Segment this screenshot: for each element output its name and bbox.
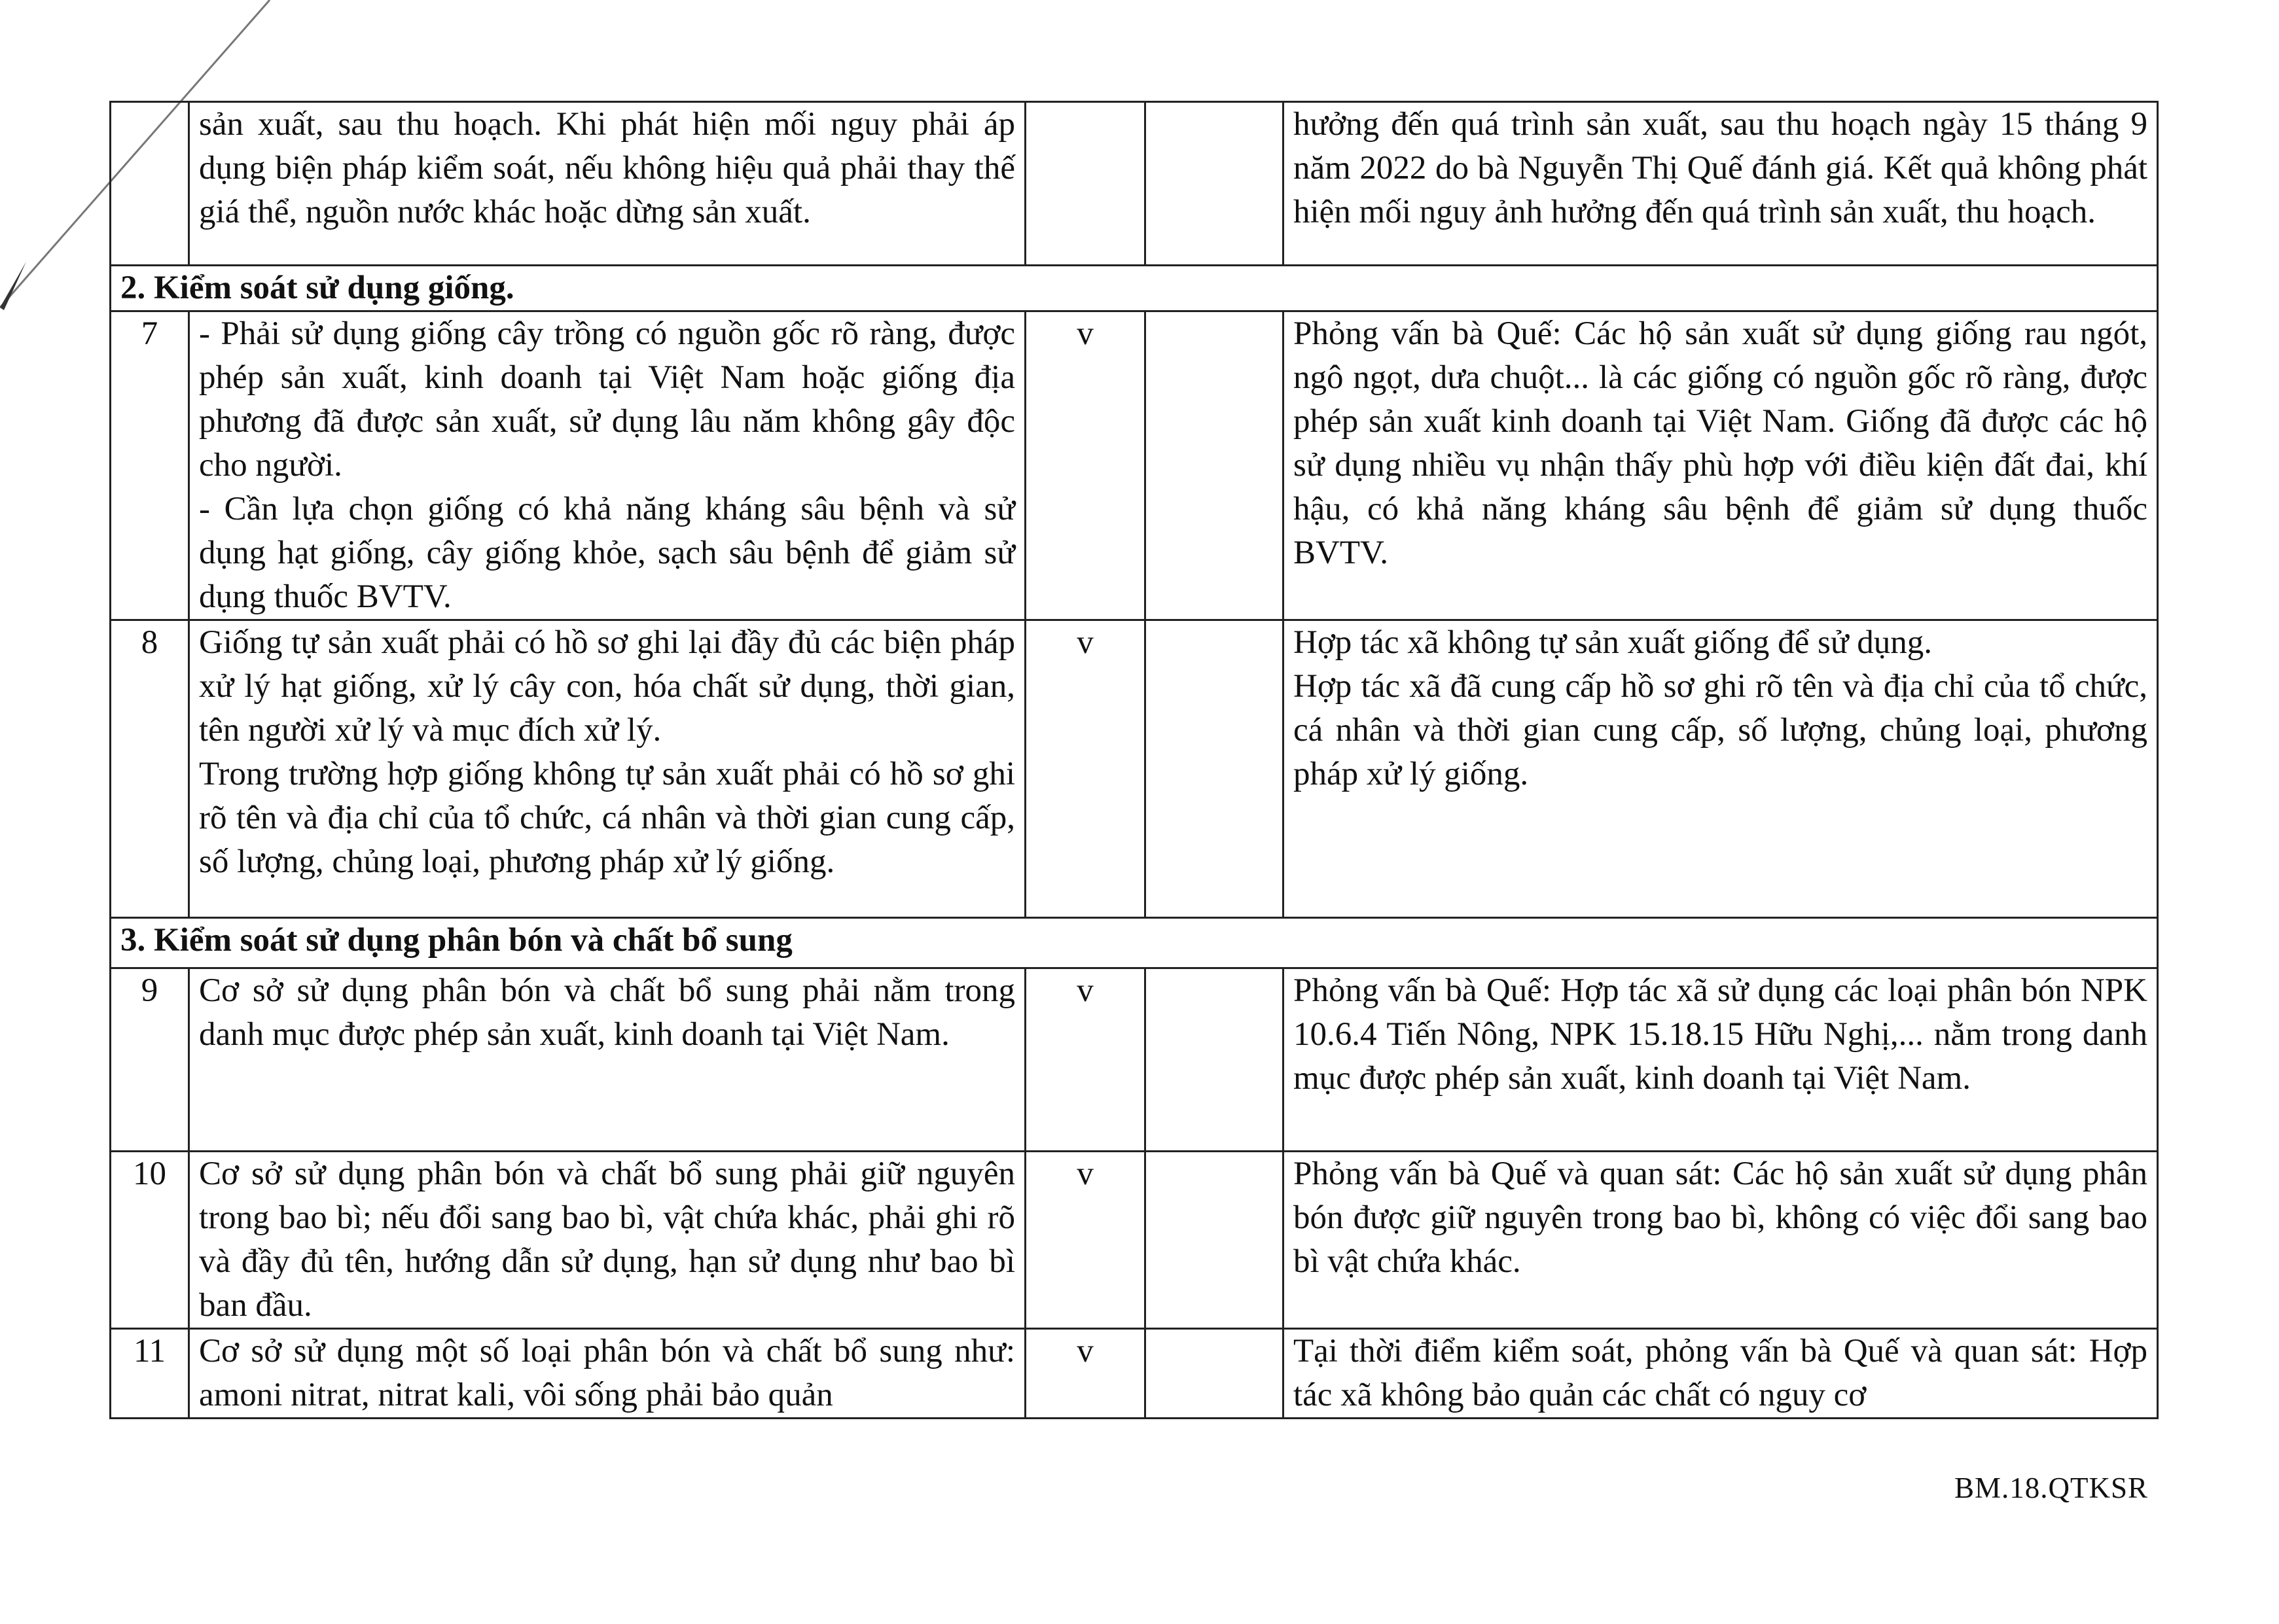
requirement-cell: [189, 620, 1026, 918]
table-row: [111, 102, 2158, 266]
assessment-text: Hợp tác xã không tự sản xuất giống để sử dụng.: [1293, 624, 1933, 661]
requirement-text: Cơ sở sử dụng phân bón và chất bổ sung phải nằm trong danh mục được phép sản xuất, kinh doanh tại Việt Nam.: [199, 972, 1015, 1053]
table-row: [111, 620, 2158, 918]
noncompliance-cell: [1145, 968, 1283, 1152]
table-row: [111, 311, 2158, 620]
requirement-text: - Phải sử dụng giống cây trồng có nguồn gốc rõ ràng, được phép sản xuất, kinh doanh tại Việt Nam hoặc giống địa phương đã được sản xuất, sử dụng lâu năm không gây độc cho người.: [199, 315, 1015, 484]
requirement-cell: [189, 968, 1026, 1152]
row-number: 7: [111, 311, 189, 620]
table-row: [111, 1152, 2158, 1329]
compliance-mark: [1026, 102, 1145, 266]
compliance-mark: v: [1026, 1329, 1145, 1419]
requirement-text: Trong trường hợp giống không tự sản xuất phải có hồ sơ ghi rõ tên và địa chỉ của tổ chức, cá nhân và thời gian cung cấp, số lượng, chủng loại, phương pháp xử lý giống.: [199, 756, 1015, 880]
requirement-text: Giống tự sản xuất phải có hồ sơ ghi lại đầy đủ các biện pháp xử lý hạt giống, xử lý cây con, hóa chất sử dụng, thời gian, tên người xử lý và mục đích xử lý.: [199, 624, 1015, 749]
assessment-text: Phỏng vấn bà Quế: Hợp tác xã sử dụng các loại phân bón NPK 10.6.4 Tiến Nông, NPK 15.18.15 Hữu Nghị,... nằm trong danh mục được phép sản xuất, kinh doanh tại Việt Nam.: [1293, 972, 2147, 1097]
noncompliance-cell: [1145, 311, 1283, 620]
assessment-text: Tại thời điểm kiểm soát, phỏng vấn bà Quế và quan sát: Hợp tác xã không bảo quản các chất có nguy cơ: [1293, 1333, 2147, 1413]
assessment-cell: [1283, 968, 2158, 1152]
requirement-cell: [189, 102, 1026, 266]
assessment-cell: [1283, 620, 2158, 918]
requirement-cell: [189, 1329, 1026, 1419]
section-title: 3. Kiểm soát sử dụng phân bón và chất bổ sung: [111, 918, 2158, 968]
assessment-text: Hợp tác xã đã cung cấp hồ sơ ghi rõ tên và địa chỉ của tổ chức, cá nhân và thời gian cung cấp, số lượng, chủng loại, phương pháp xử lý giống.: [1293, 668, 2147, 792]
section-row: [111, 266, 2158, 311]
noncompliance-cell: [1145, 1329, 1283, 1419]
assessment-cell: [1283, 311, 2158, 620]
assessment-text: Phỏng vấn bà Quế và quan sát: Các hộ sản xuất sử dụng phân bón được giữ nguyên trong bao bì, không có việc đổi sang bao bì vật chứa khác.: [1293, 1156, 2147, 1280]
row-number: 10: [111, 1152, 189, 1329]
compliance-mark: v: [1026, 968, 1145, 1152]
compliance-mark: v: [1026, 1152, 1145, 1329]
requirement-cell: [189, 311, 1026, 620]
noncompliance-cell: [1145, 1152, 1283, 1329]
requirement-cell: [189, 1152, 1026, 1329]
form-code: BM.18.QTKSR: [1954, 1472, 2148, 1504]
section-row: [111, 918, 2158, 968]
row-number: 11: [111, 1329, 189, 1419]
assessment-text: hưởng đến quá trình sản xuất, sau thu hoạch ngày 15 tháng 9 năm 2022 do bà Nguyễn Thị Quế đánh giá. Kết quả không phát hiện mối nguy ảnh hưởng đến quá trình sản xuất, thu hoạch.: [1293, 106, 2147, 230]
requirement-text: - Cần lựa chọn giống có khả năng kháng sâu bệnh và sử dụng hạt giống, cây giống khỏe, sạch sâu bệnh để giảm sử dụng thuốc BVTV.: [199, 491, 1015, 615]
row-number: 9: [111, 968, 189, 1152]
requirement-text: sản xuất, sau thu hoạch. Khi phát hiện mối nguy phải áp dụng biện pháp kiểm soát, nếu không hiệu quả phải thay thế giá thể, nguồn nước khác hoặc dừng sản xuất.: [199, 106, 1015, 230]
assessment-text: Phỏng vấn bà Quế: Các hộ sản xuất sử dụng giống rau ngót, ngô ngọt, dưa chuột... là các giống có nguồn gốc rõ ràng, được phép sản xuất kinh doanh tại Việt Nam. Giống đã được các hộ sử dụng nhiều vụ nhận thấy phù hợp với điều kiện đất đai, khí hậu, có khả năng kháng sâu bệnh để giảm sử dụng thuốc BVTV.: [1293, 315, 2147, 571]
compliance-mark: v: [1026, 620, 1145, 918]
assessment-cell: [1283, 1329, 2158, 1419]
noncompliance-cell: [1145, 620, 1283, 918]
inspection-table: [109, 101, 2159, 1419]
table-row: [111, 968, 2158, 1152]
requirement-text: Cơ sở sử dụng phân bón và chất bổ sung phải giữ nguyên trong bao bì; nếu đổi sang bao bì, vật chứa khác, phải ghi rõ và đầy đủ tên, hướng dẫn sử dụng, hạn sử dụng như bao bì ban đầu.: [199, 1156, 1015, 1324]
table-row: [111, 1329, 2158, 1419]
assessment-cell: [1283, 102, 2158, 266]
requirement-text: Cơ sở sử dụng một số loại phân bón và chất bổ sung như: amoni nitrat, nitrat kali, vôi sống phải bảo quản: [199, 1333, 1015, 1413]
row-number: [111, 102, 189, 266]
compliance-mark: v: [1026, 311, 1145, 620]
section-title: 2. Kiểm soát sử dụng giống.: [111, 266, 2158, 311]
row-number: 8: [111, 620, 189, 918]
noncompliance-cell: [1145, 102, 1283, 266]
assessment-cell: [1283, 1152, 2158, 1329]
